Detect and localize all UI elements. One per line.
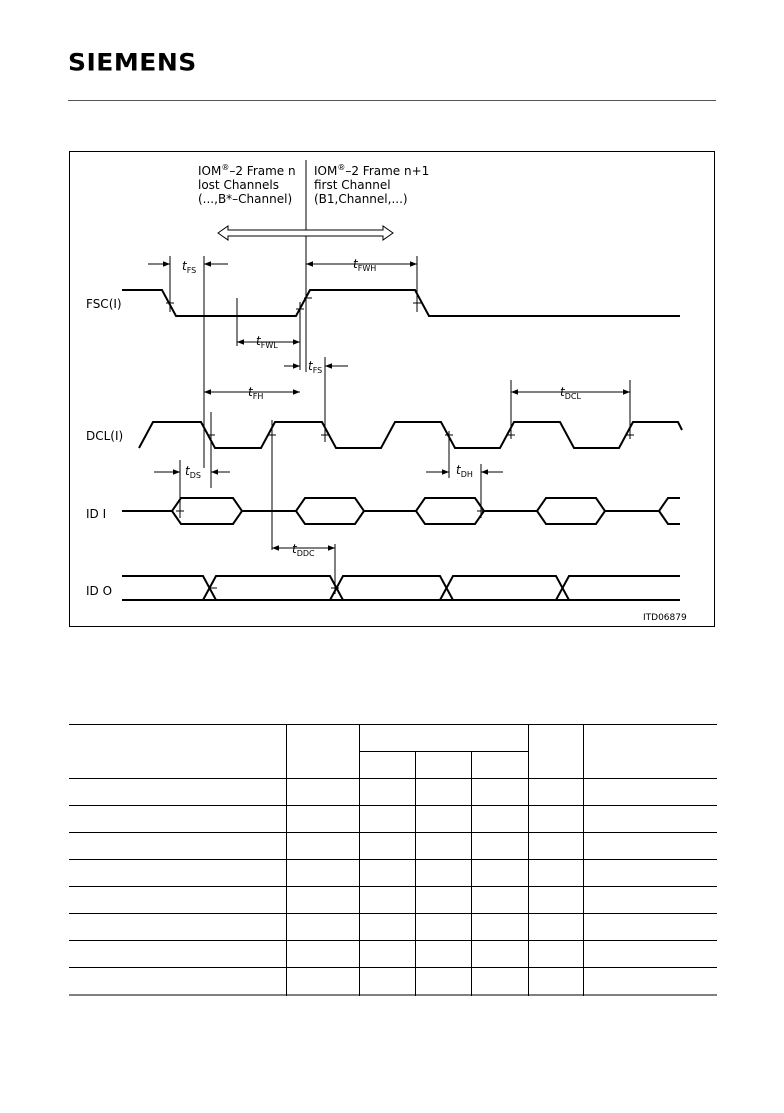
label-tfwl: $t_{FWL}$ bbox=[256, 334, 278, 350]
edge-tick-marks bbox=[166, 298, 634, 592]
frame-n1-label-line2: first Channel bbox=[314, 178, 391, 192]
label-tfwh: $t_{FWH}$ bbox=[353, 257, 377, 273]
header-divider bbox=[68, 100, 716, 101]
label-tfs-2: $t_{FS}$ bbox=[308, 359, 323, 375]
label-tdcl: $t_{DCL}$ bbox=[560, 385, 581, 401]
ido-waveform bbox=[122, 576, 680, 600]
frame-n-label-line1: IOM®–2 Frame n bbox=[198, 163, 296, 178]
timing-parameters-table bbox=[69, 724, 717, 996]
label-tds: $t_{DS}$ bbox=[185, 464, 201, 480]
table-grid bbox=[69, 724, 717, 996]
signal-label-ido: ID O bbox=[86, 584, 113, 598]
signal-label-dcl: DCL(I) bbox=[86, 429, 124, 443]
signal-label-fsc: FSC(I) bbox=[86, 297, 122, 311]
label-tdh: $t_{DH}$ bbox=[456, 463, 473, 479]
label-tfh: $t_{FH}$ bbox=[248, 385, 264, 401]
frame-n-label-line3: (...,B*–Channel) bbox=[198, 192, 293, 206]
figure-id: ITD06879 bbox=[643, 613, 687, 623]
label-tfs-1: $t_{FS}$ bbox=[182, 259, 197, 275]
idi-waveform bbox=[122, 498, 680, 524]
timing-diagram-svg bbox=[70, 152, 716, 628]
frame-n-label-line2: lost Channels bbox=[198, 178, 279, 192]
label-tddc: $t_{DDC}$ bbox=[292, 542, 315, 558]
dcl-waveform bbox=[139, 422, 682, 448]
dimension-arrows bbox=[148, 264, 630, 548]
timing-diagram bbox=[69, 151, 715, 627]
fsc-waveform bbox=[122, 290, 680, 316]
signal-label-idi: ID I bbox=[86, 507, 107, 521]
frame-n1-label-line1: IOM®–2 Frame n+1 bbox=[314, 163, 430, 178]
siemens-logo: SIEMENS bbox=[68, 48, 197, 77]
frame-n1-label-line3: (B1,Channel,...) bbox=[314, 192, 408, 206]
